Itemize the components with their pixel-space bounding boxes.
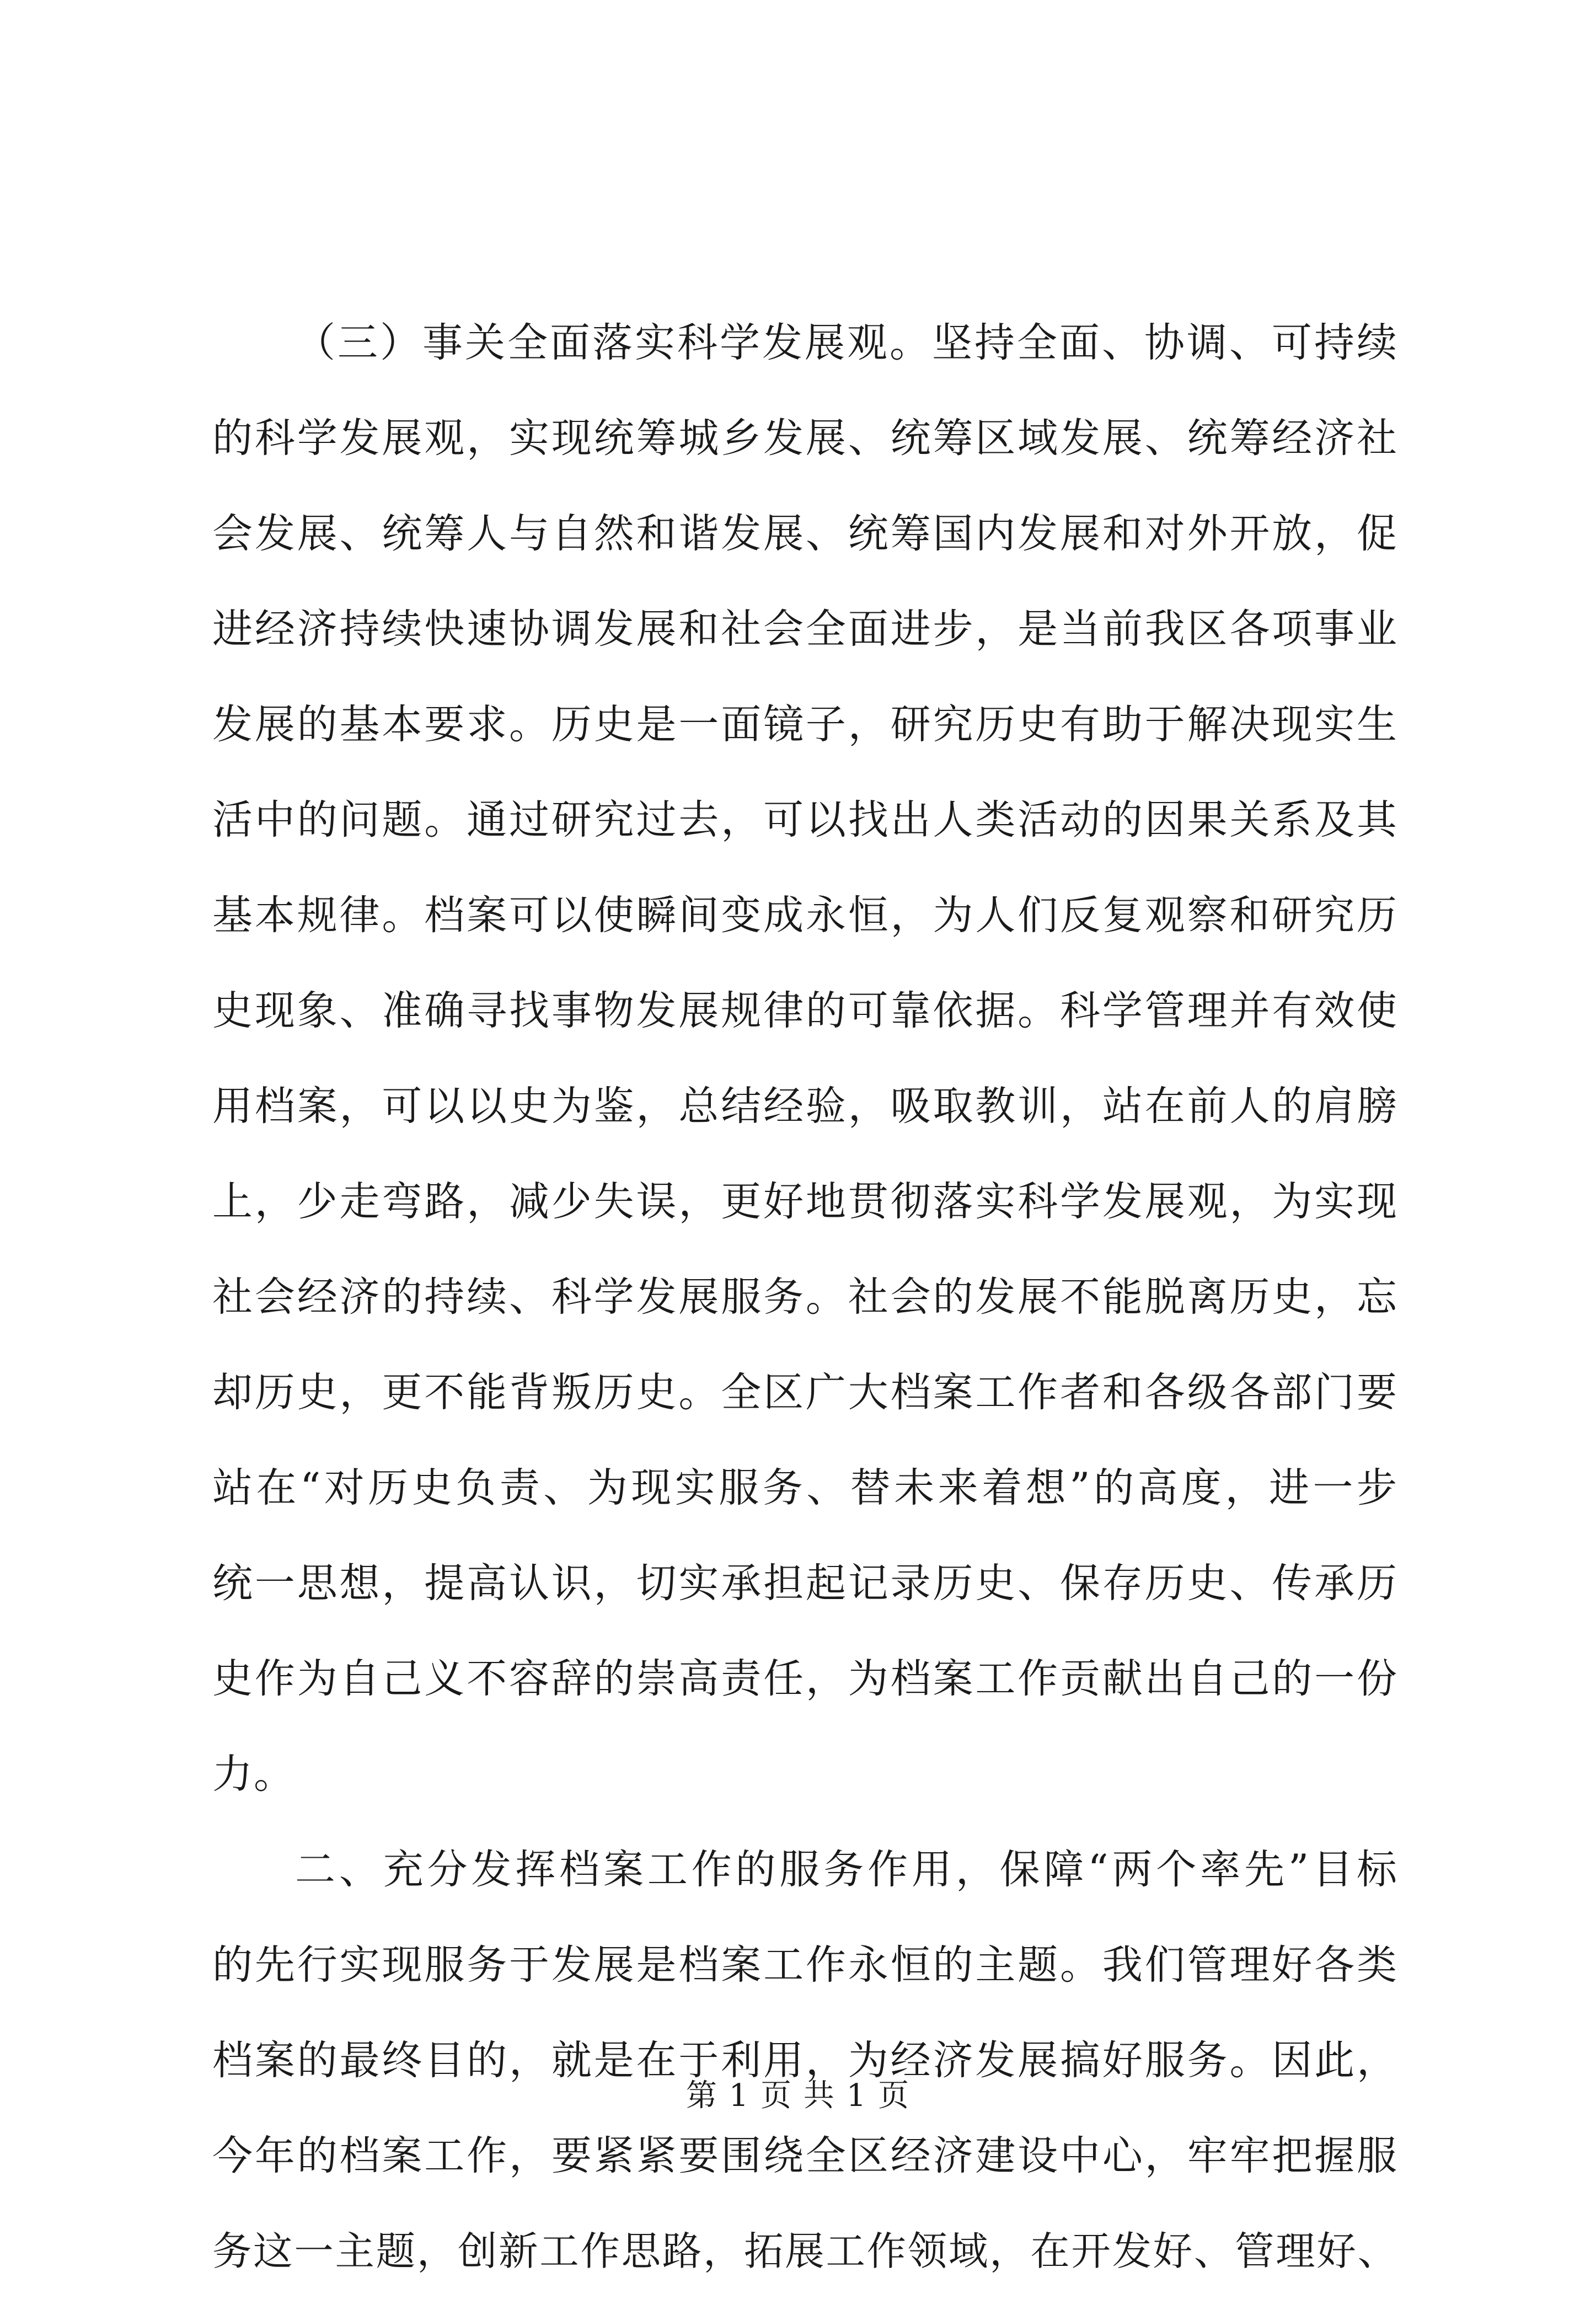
text-line: 上，少走弯路，减少失误，更好地贯彻落实科学发展观，为实现 bbox=[212, 1178, 1398, 1225]
page-number-label: 第 1 页 共 1 页 bbox=[685, 2078, 911, 2114]
page-footer bbox=[0, 2074, 1596, 2118]
text-line: 的先行实现服务于发展是档案工作永恒的主题。我们管理好各类 bbox=[212, 1942, 1398, 1988]
text-line: 二、充分发挥档案工作的服务作用，保障“两个率先”目标 bbox=[295, 1846, 1398, 1893]
text-line: （三）事关全面落实科学发展观。坚持全面、协调、可持续 bbox=[295, 319, 1398, 366]
text-line: 基本规律。档案可以使瞬间变成永恒，为人们反复观察和研究历 bbox=[212, 892, 1398, 939]
paragraph-2 bbox=[212, 1822, 1398, 2299]
text-line: 史现象、准确寻找事物发展规律的可靠依据。科学管理并有效使 bbox=[212, 987, 1398, 1034]
text-line: 的科学发展观，实现统筹城乡发展、统筹区域发展、统筹经济社 bbox=[212, 415, 1398, 462]
text-line: 会发展、统筹人与自然和谐发展、统筹国内发展和对外开放，促 bbox=[212, 510, 1398, 557]
text-line: 用档案，可以以史为鉴，总结经验，吸取教训，站在前人的肩膀 bbox=[212, 1083, 1398, 1130]
text-line: 活中的问题。通过研究过去，可以找出人类活动的因果关系及其 bbox=[212, 796, 1398, 843]
text-line: 发展的基本要求。历史是一面镜子，研究历史有助于解决现实生 bbox=[212, 701, 1398, 748]
paragraph-1 bbox=[212, 295, 1398, 1822]
text-line: 今年的档案工作，要紧紧要围绕全区经济建设中心，牢牢把握服 bbox=[212, 2132, 1398, 2179]
document-body bbox=[212, 295, 1398, 2299]
text-line: 史作为自己义不容辞的崇高责任，为档案工作贡献出自己的一份 bbox=[212, 1655, 1398, 1702]
text-line: 档案的最终目的，就是在于利用，为经济发展搞好服务。因此， bbox=[212, 2037, 1398, 2084]
text-line: 进经济持续快速协调发展和社会全面进步，是当前我区各项事业 bbox=[212, 606, 1398, 653]
text-line: 统一思想，提高认识，切实承担起记录历史、保存历史、传承历 bbox=[212, 1560, 1398, 1607]
text-line: 站在“对历史负责、为现实服务、替未来着想”的高度，进一步 bbox=[212, 1464, 1398, 1511]
text-line: 务这一主题，创新工作思路，拓展工作领域，在开发好、管理好、 bbox=[212, 2228, 1398, 2274]
text-line: 却历史，更不能背叛历史。全区广大档案工作者和各级各部门要 bbox=[212, 1369, 1398, 1416]
text-line: 社会经济的持续、科学发展服务。社会的发展不能脱离历史，忘 bbox=[212, 1274, 1398, 1320]
text-line: 力。 bbox=[212, 1751, 295, 1798]
